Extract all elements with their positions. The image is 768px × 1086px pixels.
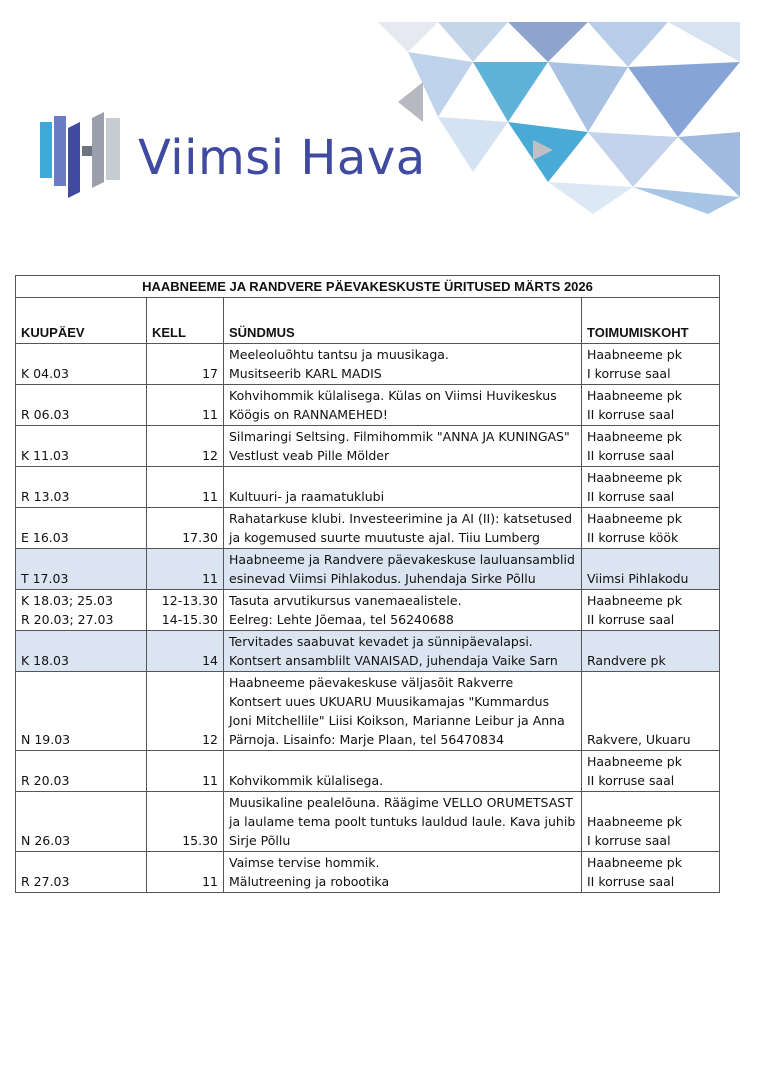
cell-event-line: Vaimse tervise hommik. bbox=[229, 855, 380, 870]
table-row bbox=[16, 672, 720, 751]
cell-venue-line: Rakvere, Ukuaru bbox=[587, 732, 691, 747]
cell-event bbox=[224, 852, 582, 893]
cell-date-line: N 26.03 bbox=[21, 833, 71, 848]
cell-date-line: K 18.03 bbox=[21, 653, 69, 668]
cell-venue bbox=[582, 385, 720, 426]
page-header bbox=[0, 0, 768, 230]
cell-time bbox=[147, 508, 224, 549]
cell-date bbox=[16, 344, 147, 385]
cell-event-line: Musitseerib KARL MADIS bbox=[229, 366, 382, 381]
cell-date-line: R 20.03; 27.03 bbox=[21, 612, 114, 627]
cell-venue-line: II korruse saal bbox=[587, 612, 675, 627]
cell-event-line: Pärnoja. Lisainfo: Marje Plaan, tel 56470834 bbox=[229, 732, 505, 747]
cell-event-line: Kontsert uues UKUARU Muusikamajas "Kummardus bbox=[229, 694, 550, 709]
table-row bbox=[16, 426, 720, 467]
cell-date-line: R 27.03 bbox=[21, 874, 70, 889]
table-header-row bbox=[16, 298, 720, 344]
cell-event-line: Kultuuri- ja raamatuklubi bbox=[229, 489, 385, 504]
cell-time-line: 12 bbox=[202, 448, 218, 463]
header-event: SÜNDMUS bbox=[224, 298, 582, 344]
cell-date bbox=[16, 508, 147, 549]
cell-event-line: Eelreg: Lehte Jõemaa, tel 56240688 bbox=[229, 612, 454, 627]
cell-date-line: R 20.03 bbox=[21, 773, 70, 788]
cell-venue-line: II korruse saal bbox=[587, 874, 675, 889]
table-row bbox=[16, 631, 720, 672]
cell-event bbox=[224, 672, 582, 751]
cell-event-line: Rahatarkuse klubi. Investeerimine ja AI (II): katsetused bbox=[229, 511, 573, 526]
cell-event-line: Joni Mitchellile" Liisi Koikson, Marianne Leibur ja Anna bbox=[229, 713, 565, 728]
cell-venue bbox=[582, 467, 720, 508]
cell-event-line: Kontsert ansamblilt VANAISAD, juhendaja Vaike Sarn bbox=[229, 653, 558, 668]
cell-date bbox=[16, 385, 147, 426]
cell-event-line: ja laulame tema poolt tuntuks lauldud laule. Kava juhib bbox=[229, 814, 576, 829]
cell-date bbox=[16, 751, 147, 792]
cell-event-line: esinevad Viimsi Pihlakodus. Juhendaja Sirke Põllu bbox=[229, 571, 536, 586]
brand-name: Viimsi Hava bbox=[138, 130, 426, 186]
cell-time-line: 11 bbox=[202, 489, 218, 504]
header-date: KUUPÄEV bbox=[16, 298, 147, 344]
header-time: KELL bbox=[147, 298, 224, 344]
table-row bbox=[16, 344, 720, 385]
decorative-triangles bbox=[378, 22, 740, 214]
table-row bbox=[16, 549, 720, 590]
cell-venue-line: II korruse saal bbox=[587, 773, 675, 788]
cell-date-line: N 19.03 bbox=[21, 732, 71, 747]
cell-time-line: 11 bbox=[202, 571, 218, 586]
cell-venue-line: Haabneeme pk bbox=[587, 593, 682, 608]
cell-time-line: 17 bbox=[202, 366, 218, 381]
cell-venue-line: II korruse köök bbox=[587, 530, 679, 545]
cell-event-line: Köögis on RANNAMEHED! bbox=[229, 407, 388, 422]
cell-event bbox=[224, 590, 582, 631]
cell-venue bbox=[582, 344, 720, 385]
cell-venue-line: Haabneeme pk bbox=[587, 429, 682, 444]
table-row bbox=[16, 467, 720, 508]
events-table bbox=[15, 275, 720, 893]
cell-date-line: K 18.03; 25.03 bbox=[21, 593, 113, 608]
table-row bbox=[16, 852, 720, 893]
cell-event bbox=[224, 344, 582, 385]
cell-venue-line: Haabneeme pk bbox=[587, 470, 682, 485]
cell-time-line: 11 bbox=[202, 874, 218, 889]
table-row bbox=[16, 751, 720, 792]
cell-event-line: Sirje Põllu bbox=[229, 833, 291, 848]
cell-event bbox=[224, 549, 582, 590]
cell-time-line: 15.30 bbox=[182, 833, 218, 848]
cell-date-line: R 06.03 bbox=[21, 407, 70, 422]
cell-date bbox=[16, 672, 147, 751]
cell-venue bbox=[582, 852, 720, 893]
cell-venue-line: Haabneeme pk bbox=[587, 511, 682, 526]
cell-event-line: Tasuta arvutikursus vanemaealistele. bbox=[229, 593, 462, 608]
cell-date bbox=[16, 590, 147, 631]
cell-time bbox=[147, 852, 224, 893]
cell-venue-line: II korruse saal bbox=[587, 407, 675, 422]
table-title: HAABNEEME JA RANDVERE PÄEVAKESKUSTE ÜRITUSED MÄRTS 2026 bbox=[16, 276, 720, 298]
cell-event-line: Tervitades saabuvat kevadet ja sünnipäevalapsi. bbox=[229, 634, 533, 649]
cell-time-line: 14 bbox=[202, 653, 218, 668]
cell-venue bbox=[582, 590, 720, 631]
cell-time-line: 14-15.30 bbox=[161, 612, 218, 627]
cell-venue bbox=[582, 631, 720, 672]
cell-date bbox=[16, 852, 147, 893]
cell-venue bbox=[582, 792, 720, 852]
cell-venue bbox=[582, 426, 720, 467]
header-venue: TOIMUMISKOHT bbox=[582, 298, 720, 344]
cell-date-line: T 17.03 bbox=[21, 571, 69, 586]
cell-event bbox=[224, 385, 582, 426]
cell-time bbox=[147, 549, 224, 590]
cell-time bbox=[147, 672, 224, 751]
cell-time bbox=[147, 467, 224, 508]
cell-venue bbox=[582, 751, 720, 792]
table-row bbox=[16, 385, 720, 426]
cell-time-line: 11 bbox=[202, 407, 218, 422]
cell-time bbox=[147, 751, 224, 792]
cell-time bbox=[147, 792, 224, 852]
cell-venue-line: II korruse saal bbox=[587, 448, 675, 463]
cell-event-line: Meeleoluõhtu tantsu ja muusikaga. bbox=[229, 347, 449, 362]
cell-venue-line: Viimsi Pihlakodu bbox=[587, 571, 689, 586]
cell-date-line: K 04.03 bbox=[21, 366, 69, 381]
cell-date bbox=[16, 792, 147, 852]
cell-event-line: Haabneeme päevakeskuse väljasõit Rakverre bbox=[229, 675, 514, 690]
cell-event bbox=[224, 426, 582, 467]
table-row bbox=[16, 792, 720, 852]
cell-venue-line: Haabneeme pk bbox=[587, 388, 682, 403]
cell-time-line: 12 bbox=[202, 732, 218, 747]
viimsi-hava-logo-icon bbox=[36, 108, 126, 200]
cell-time bbox=[147, 385, 224, 426]
cell-event-line: Kohvihommik külalisega. Külas on Viimsi Huvikeskus bbox=[229, 388, 557, 403]
cell-date-line: K 11.03 bbox=[21, 448, 69, 463]
cell-event-line: Muusikaline pealelõuna. Räägime VELLO ORUMETSAST bbox=[229, 795, 573, 810]
cell-event bbox=[224, 751, 582, 792]
cell-time bbox=[147, 344, 224, 385]
cell-date bbox=[16, 631, 147, 672]
table-row bbox=[16, 590, 720, 631]
cell-venue-line: II korruse saal bbox=[587, 489, 675, 504]
cell-venue-line: I korruse saal bbox=[587, 833, 671, 848]
cell-date-line: E 16.03 bbox=[21, 530, 69, 545]
cell-venue-line: Haabneeme pk bbox=[587, 855, 682, 870]
table-row bbox=[16, 508, 720, 549]
cell-event-line: Kohvikommik külalisega. bbox=[229, 773, 384, 788]
cell-venue bbox=[582, 672, 720, 751]
cell-venue-line: Haabneeme pk bbox=[587, 347, 682, 362]
cell-time-line: 12-13.30 bbox=[161, 593, 218, 608]
cell-time bbox=[147, 590, 224, 631]
cell-time bbox=[147, 631, 224, 672]
cell-time-line: 11 bbox=[202, 773, 218, 788]
cell-venue bbox=[582, 508, 720, 549]
cell-event bbox=[224, 508, 582, 549]
cell-venue-line: I korruse saal bbox=[587, 366, 671, 381]
cell-event bbox=[224, 467, 582, 508]
cell-venue bbox=[582, 549, 720, 590]
cell-venue-line: Randvere pk bbox=[587, 653, 666, 668]
cell-date bbox=[16, 467, 147, 508]
cell-event bbox=[224, 631, 582, 672]
cell-venue-line: Haabneeme pk bbox=[587, 814, 682, 829]
cell-event-line: Silmaringi Seltsing. Filmihommik "ANNA JA KUNINGAS" bbox=[229, 429, 570, 444]
cell-event bbox=[224, 792, 582, 852]
cell-event-line: Vestlust veab Pille Mölder bbox=[229, 448, 390, 463]
cell-event-line: Mälutreening ja robootika bbox=[229, 874, 390, 889]
cell-time bbox=[147, 426, 224, 467]
cell-date bbox=[16, 426, 147, 467]
cell-date bbox=[16, 549, 147, 590]
cell-event-line: Haabneeme ja Randvere päevakeskuse lauluansamblid bbox=[229, 552, 575, 567]
cell-date-line: R 13.03 bbox=[21, 489, 70, 504]
cell-time-line: 17.30 bbox=[182, 530, 218, 545]
cell-event-line: ja kogemused suurte muutuste ajal. Tiiu Lumberg bbox=[229, 530, 540, 545]
cell-venue-line: Haabneeme pk bbox=[587, 754, 682, 769]
